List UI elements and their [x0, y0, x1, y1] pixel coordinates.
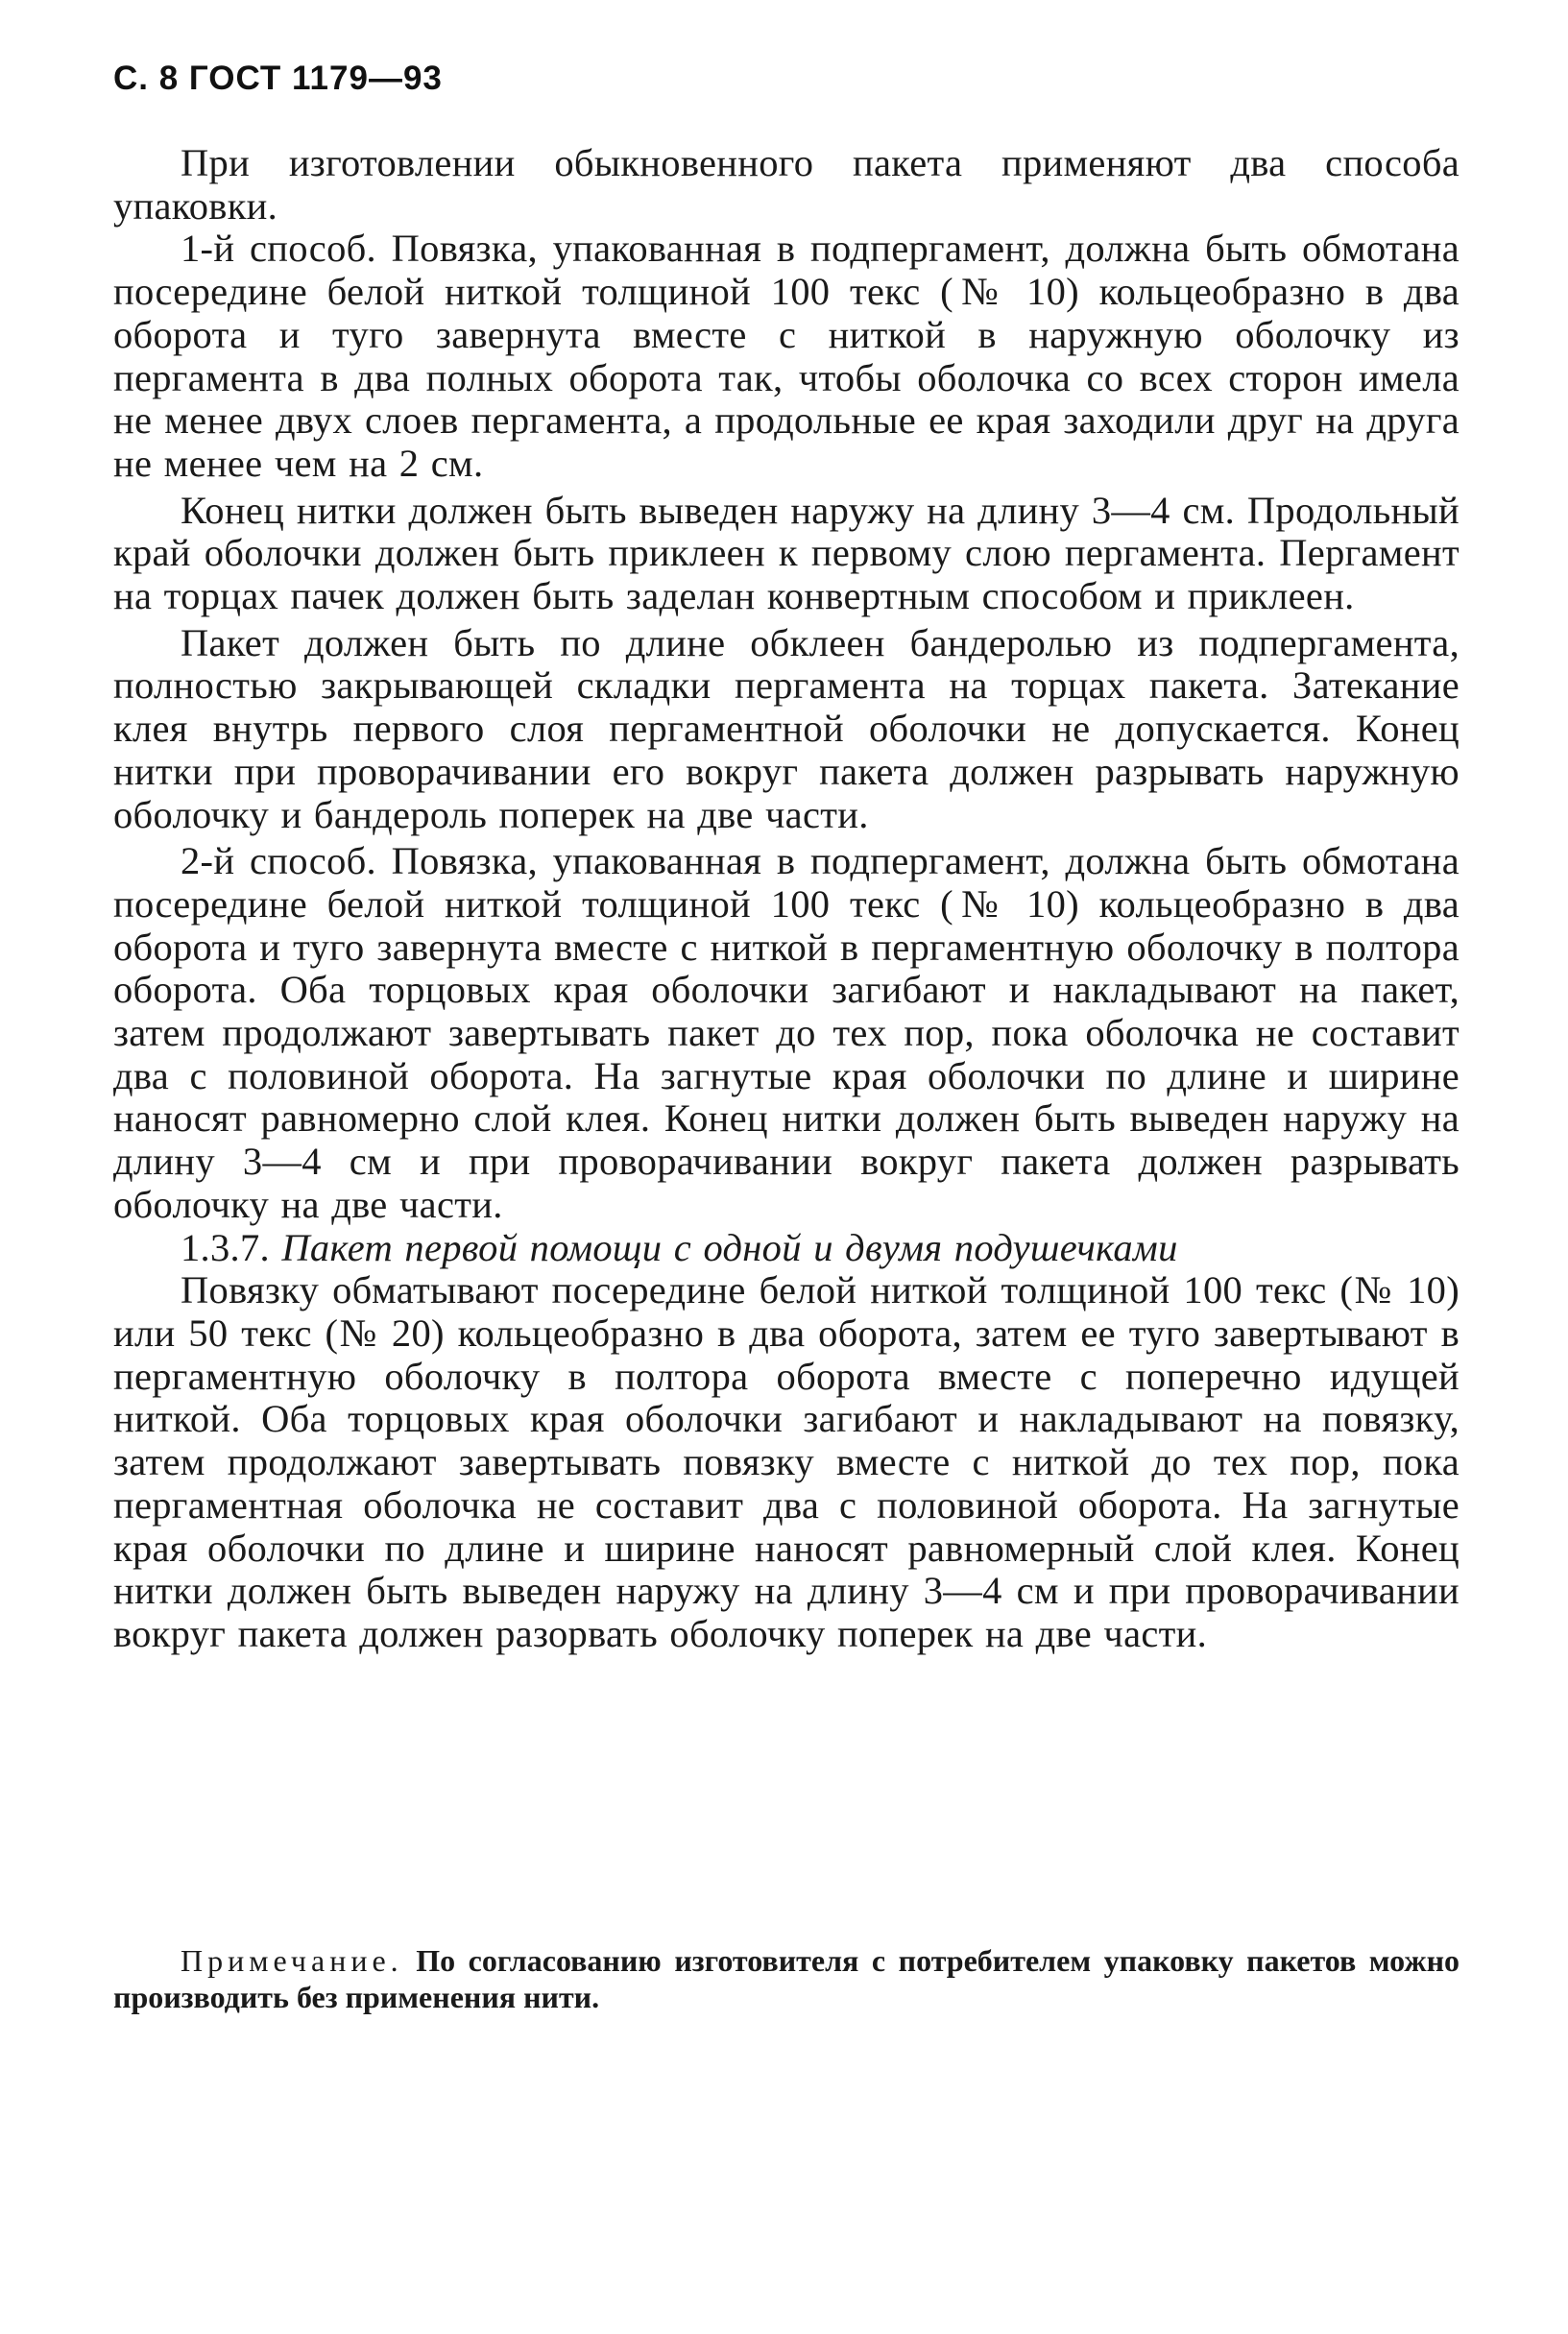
section-heading — [113, 1227, 1459, 1270]
paragraph-intro: При изготовлении обыкновенного пакета применяют два способа упаковки. — [113, 141, 1459, 228]
note — [113, 1942, 1459, 2015]
section-number: 1.3.7. — [181, 1225, 270, 1269]
note-label: Примечание. — [181, 1943, 403, 1978]
body-text — [113, 142, 1459, 1656]
paragraph-banderol: Пакет должен быть по длине обклеен бандеролью из подпергамента, полностью закрывающей складки пергамента на торцах пакета. Затекание клея внутрь первого слоя пергаментной оболочки не допускается. Конец нитки при проворачивании его вокруг пакета должен разрывать наружную оболочку и бандероль поперек на две части. — [113, 620, 1459, 836]
paragraph-method-2: 2-й способ. Повязка, упакованная в подпергамент, должна быть обмотана посередине белой ниткой толщиной 100 текс (№ 10) кольцеобразно в два оборота и туго завернута вместе с ниткой в пергаментную оболочку в полтора оборота. Оба торцовых края оболочки загибают и накладывают на пакет, затем продолжают завертывать пакет до тех пор, пока оболочка не составит два с половиной оборота. На загнутые края оболочки по длине и ширине наносят равномерно слой клея. Конец нитки должен быть выведен наружу на длину 3—4 см и при проворачивании вокруг пакета должен разрывать оболочку на две части. — [113, 839, 1459, 1226]
section-title: Пакет первой помощи с одной и двумя подушечками — [281, 1225, 1178, 1269]
paragraph-thread-end: Конец нитки должен быть выведен наружу на длину 3—4 см. Продольный край оболочки должен быть приклеен к первому слою пергамента. Пергамент на торцах пачек должен быть заделан конвертным способом и приклеен. — [113, 488, 1459, 618]
paragraph-section-body: Повязку обматывают посередине белой ниткой толщиной 100 текс (№ 10) или 50 текс (№ 20) кольцеобразно в два оборота, затем ее туго завертывают в пергаментную оболочку в полтора оборота вместе с поперечно идущей ниткой. Оба торцовых края оболочки загибают и накладывают на повязку, затем продолжают завертывать повязку вместе с ниткой до тех пор, пока пергаментная оболочка не составит два с половиной оборота. На загнутые края оболочки по длине и ширине наносят равномерный слой клея. Конец нитки должен быть выведен наружу на длину 3—4 см и при проворачивании вокруг пакета должен разорвать оболочку поперек на две части. — [113, 1268, 1459, 1655]
note-text: По согласованию изготовителя с потребителем упаковку пакетов можно производить без применения нити. — [113, 1943, 1460, 2014]
page-header: С. 8 ГОСТ 1179—93 — [113, 60, 443, 97]
paragraph-method-1: 1-й способ. Повязка, упакованная в подпергамент, должна быть обмотана посередине белой ниткой толщиной 100 текс (№ 10) кольцеобразно в два оборота и туго завернута вместе с ниткой в наружную оболочку из пергамента в два полных оборота так, чтобы оболочка со всех сторон имела не менее двух слоев пергамента, а продольные ее края заходили друг на друга не менее чем на 2 см. — [113, 227, 1459, 485]
